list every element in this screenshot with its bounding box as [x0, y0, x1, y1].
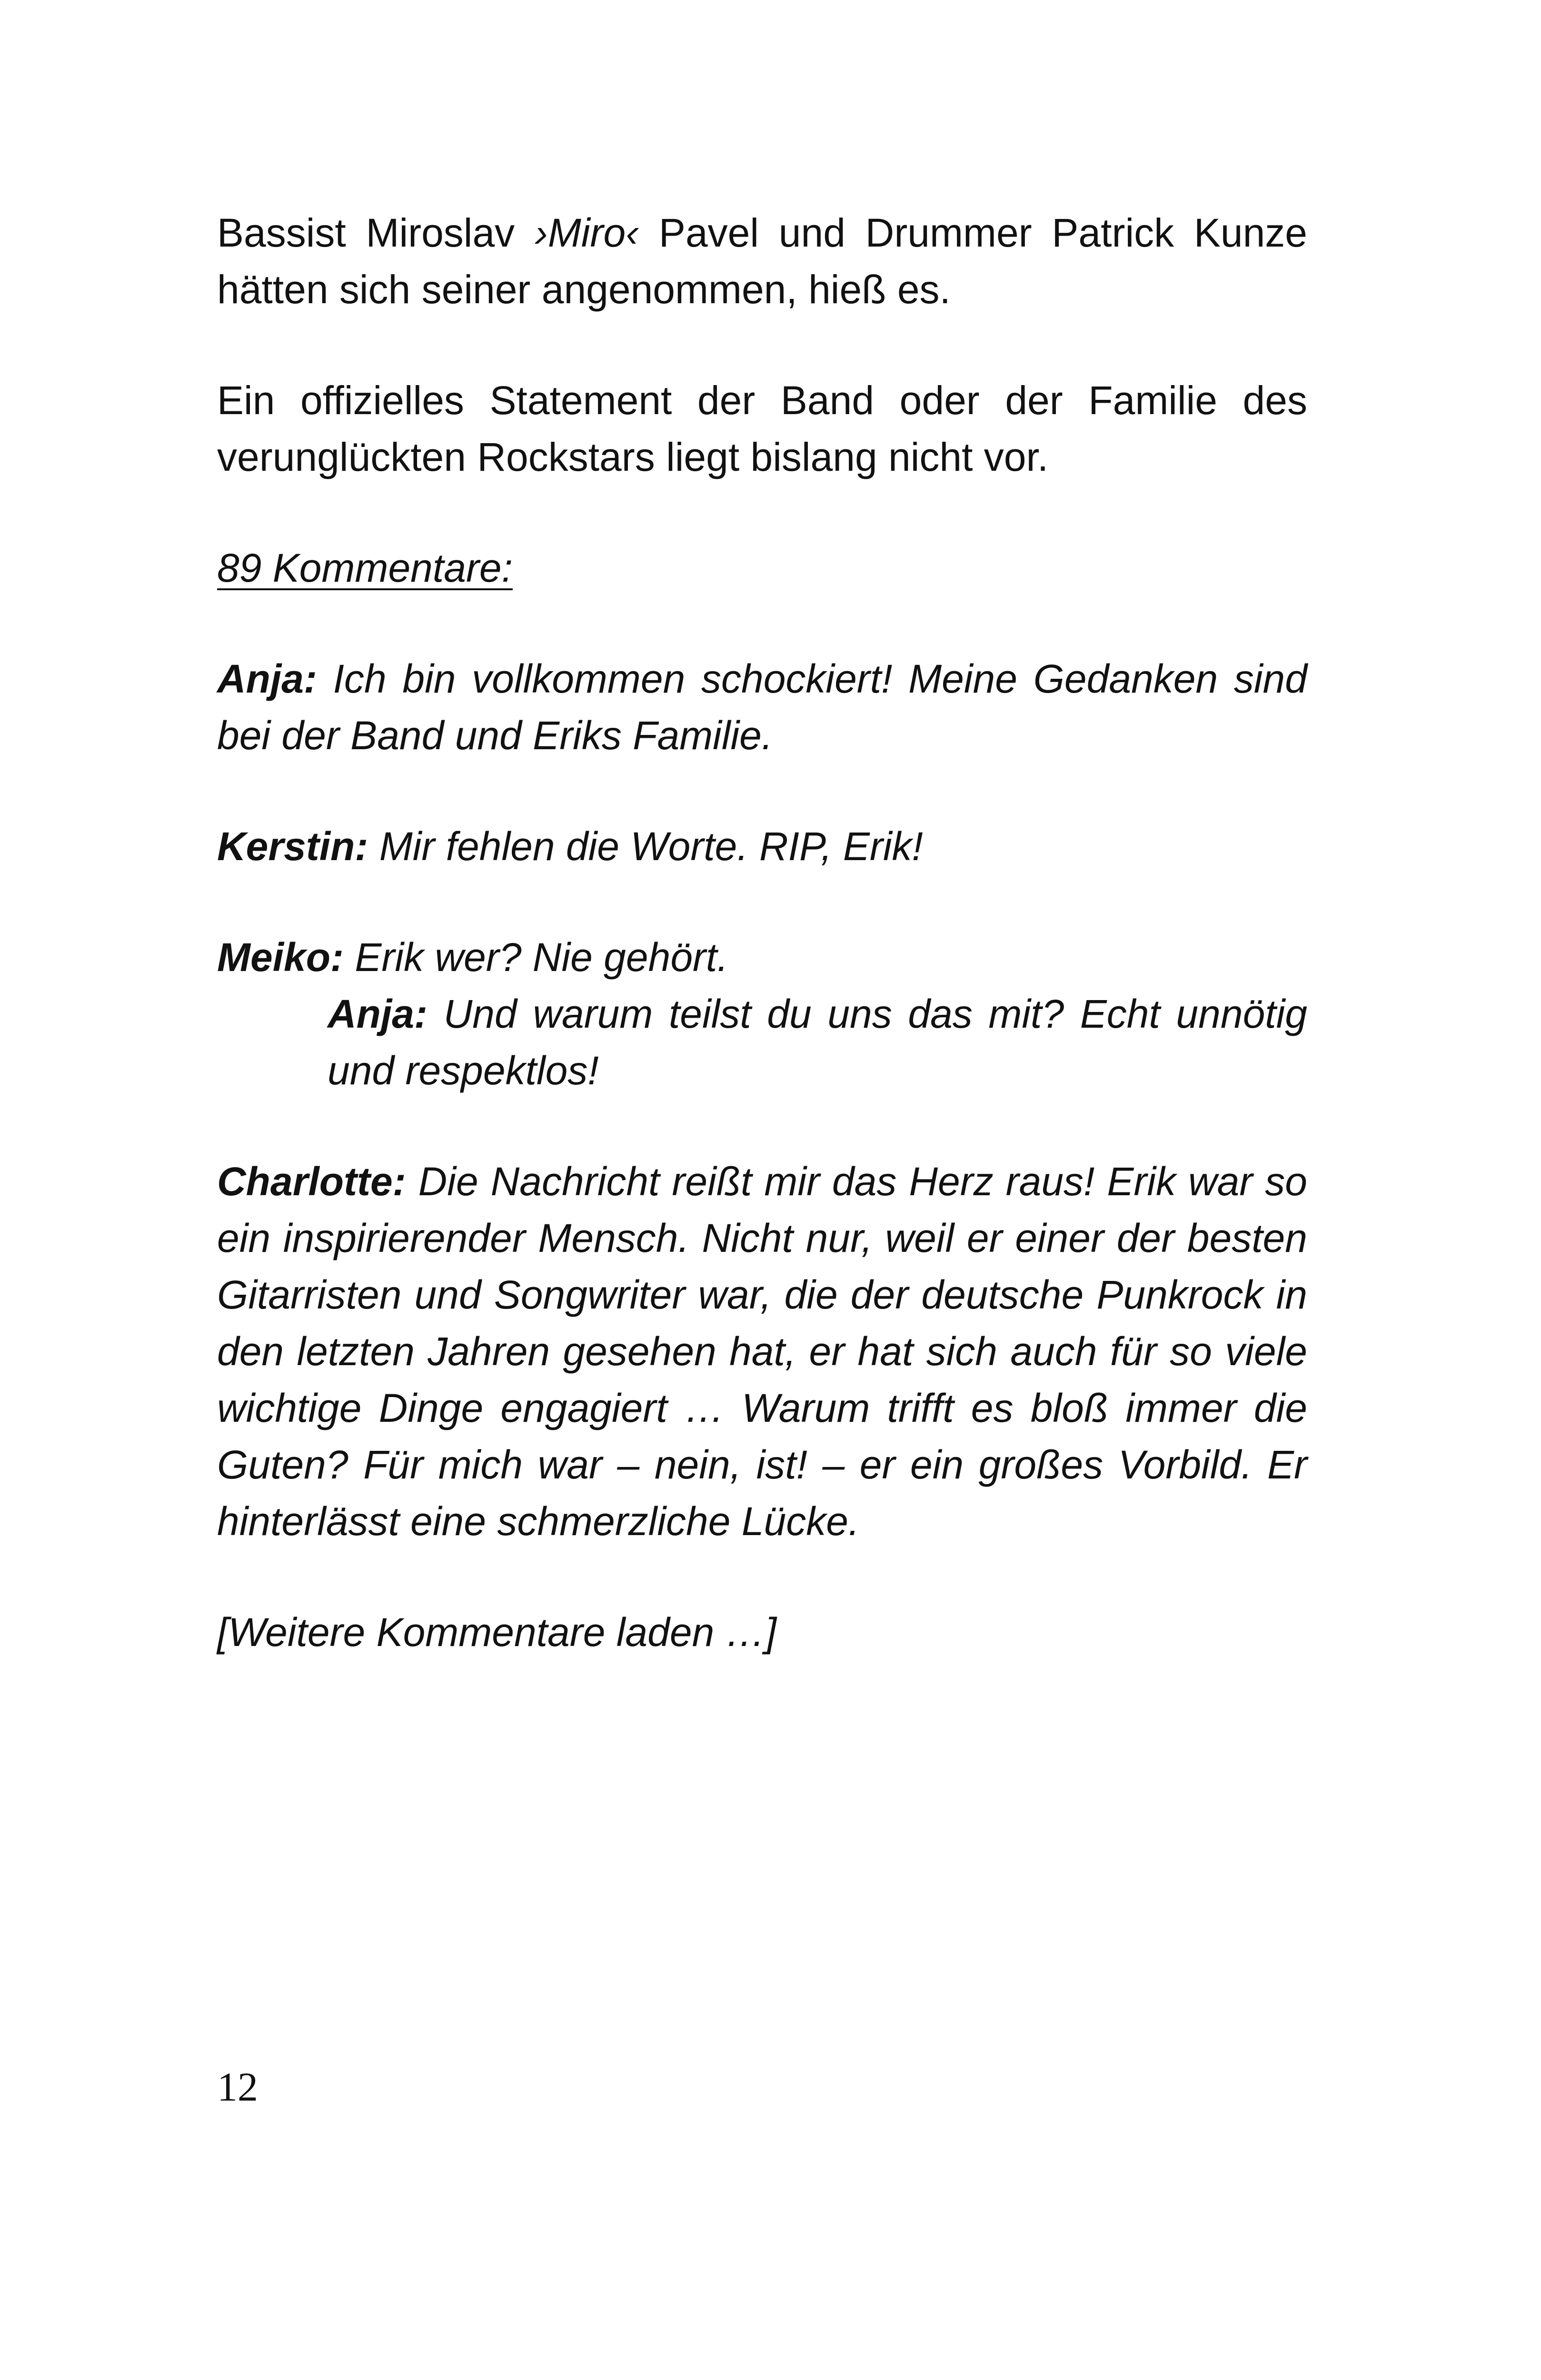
p1-text-start: Bassist Miroslav: [217, 210, 535, 255]
page-body: [217, 205, 1307, 1661]
comment-text: Mir fehlen die Worte. RIP, Erik!: [368, 824, 923, 869]
page-number: 12: [217, 2064, 258, 2110]
comment-reply-anja: [328, 986, 1307, 1099]
comments-count: [217, 540, 1307, 596]
comment-text: Und warum teilst du uns das mit? Echt unnötig und respektlos!: [328, 992, 1307, 1093]
comment-text: Ich bin vollkommen schockiert! Meine Gedanken sind bei der Band und Eriks Familie.: [217, 656, 1307, 758]
comment-anja: [217, 651, 1307, 764]
comment-author: Kerstin:: [217, 824, 368, 869]
comment-author: Meiko:: [217, 935, 344, 980]
article-paragraph-1: [217, 205, 1307, 318]
comment-text: Die Nachricht reißt mir das Herz raus! Erik war so ein inspirierender Mensch. Nicht nur, weil er einer der besten Gitarristen und Songwriter war, die der deutsche Punkrock in den letzten Jahren gesehen hat, er hat sich auch für so viele wichtige Dinge engagiert … Warum trifft es bloß immer die Guten? Für mich war – nein, ist! – er ein großes Vorbild. Er hinterlässt eine schmerzliche Lücke.: [217, 1159, 1307, 1544]
article-paragraph-2: Ein offizielles Statement der Band oder der Familie des verunglückten Rockstars liegt bislang nicht vor.: [217, 378, 1307, 479]
comment-kerstin: [217, 818, 1307, 875]
nickname-miro: ›Miro‹: [534, 210, 639, 255]
comment-meiko: [217, 929, 1307, 986]
comment-charlotte: [217, 1153, 1307, 1550]
comment-author: Anja:: [328, 992, 428, 1036]
p1-text-end: Pavel und Drummer Patrick Kunze hätten sich seiner angenommen, hieß es.: [217, 210, 1308, 312]
load-more-comments: [Weitere Kommentare laden …]: [217, 1610, 776, 1655]
comment-author: Charlotte:: [217, 1159, 406, 1204]
comments-count-label: 89 Kommentare:: [217, 545, 513, 590]
comment-author: Anja:: [217, 656, 317, 701]
comment-text: Erik wer? Nie gehört.: [344, 935, 728, 980]
